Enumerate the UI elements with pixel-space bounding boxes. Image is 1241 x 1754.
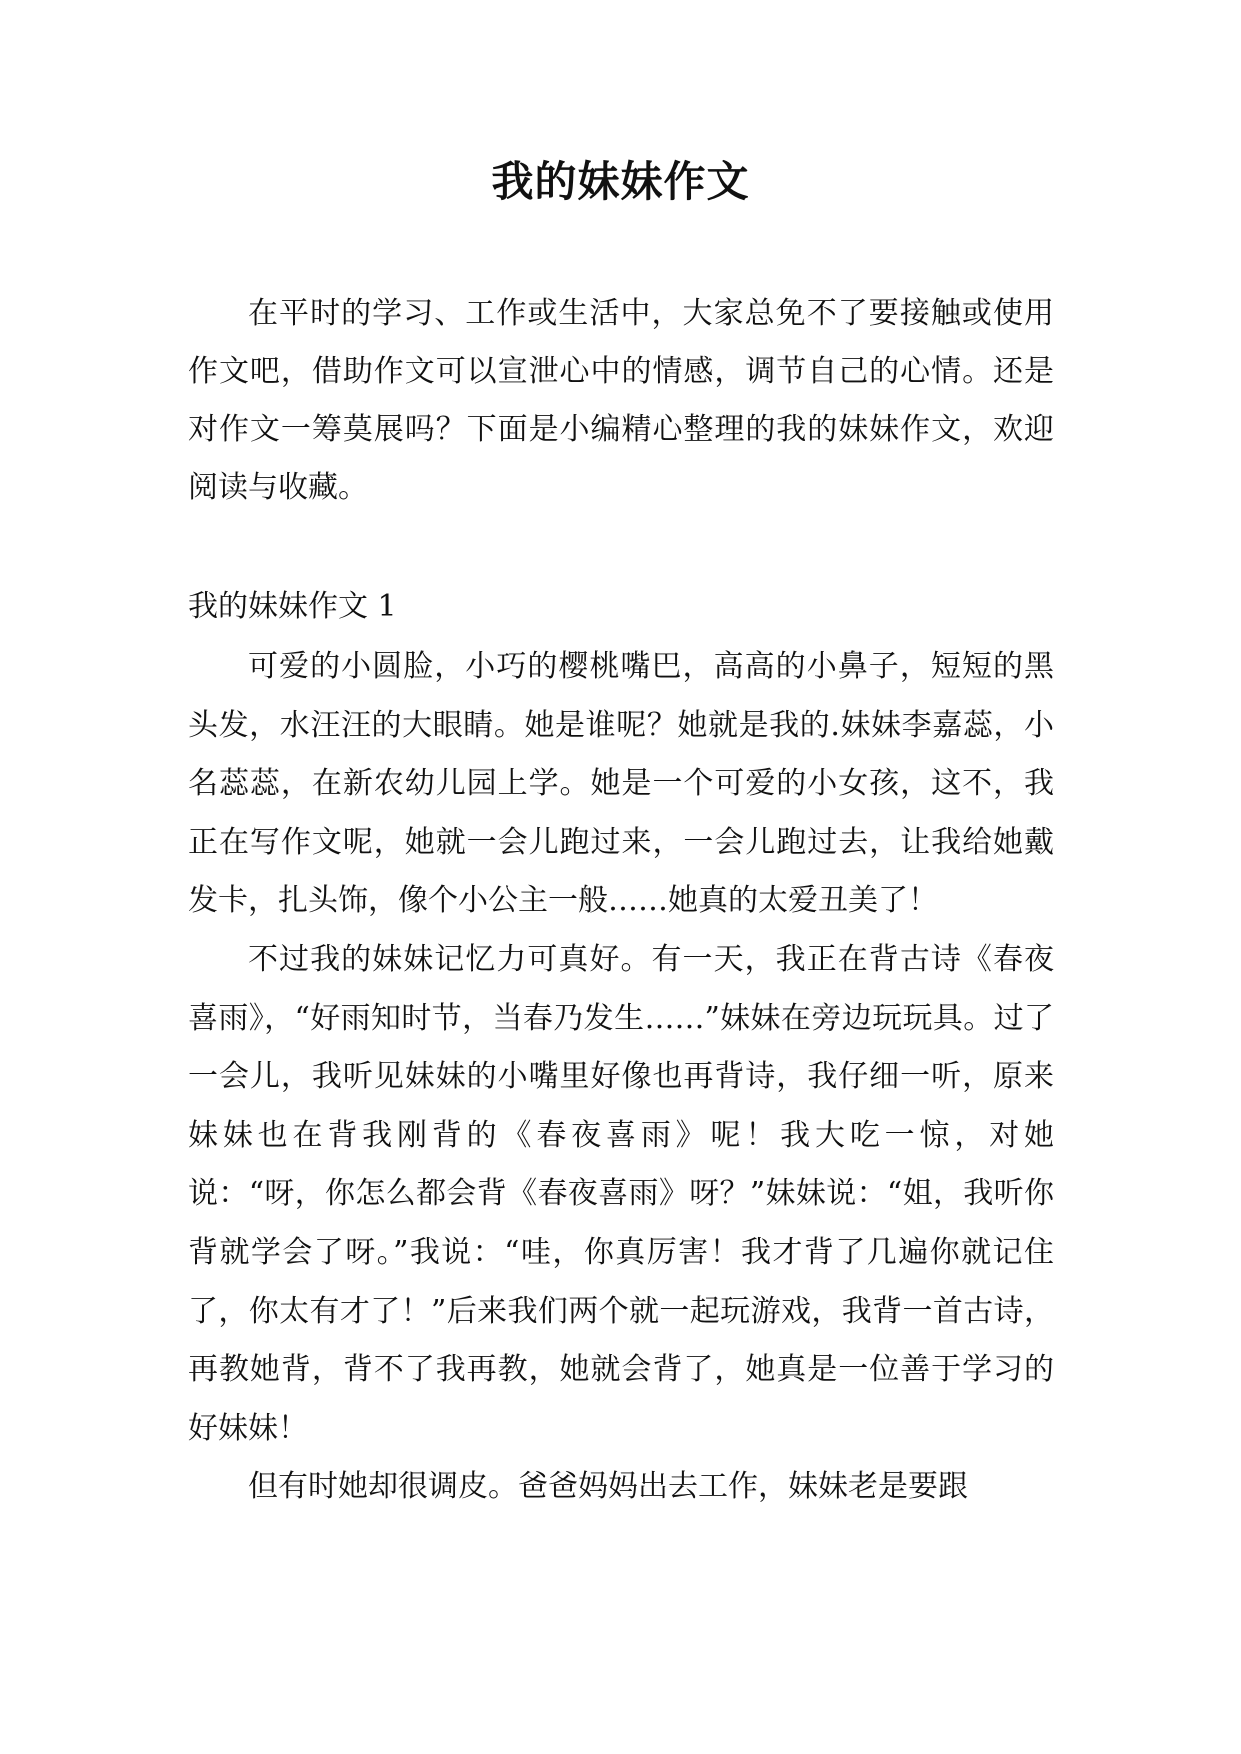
intro-paragraph: 在平时的学习、工作或生活中，大家总免不了要接触或使用作文吧，借助作文可以宣泄心中的情感，调节自己的心情。还是对作文一筹莫展吗？下面是小编精心整理的我的妹妹作文，欢迎阅读与收藏。: [188, 296, 1054, 505]
essay-body: [188, 638, 1054, 1517]
section-heading: 我的妹妹作文 1: [188, 589, 397, 624]
essay-paragraph: 可爱的小圆脸，小巧的樱桃嘴巴，高高的小鼻子，短短的黑头发，水汪汪的大眼睛。她是谁呢？她就是我的.妹妹李嘉蕊，小名蕊蕊，在新农幼儿园上学。她是一个可爱的小女孩，这不，我正在写作文呢，她就一会儿跑过来，一会儿跑过去，让我给她戴发卡，扎头饰，像个小公主一般……她真的太爱丑美了！: [188, 649, 1054, 919]
document-title: 我的妹妹作文: [491, 157, 750, 206]
essay-paragraph: 但有时她却很调皮。爸爸妈妈出去工作，妹妹老是要跟: [248, 1469, 968, 1505]
essay-paragraph: 不过我的妹妹记忆力可真好。有一天，我正在背古诗《春夜喜雨》，“好雨知时节，当春乃发生……”妹妹在旁边玩玩具。过了一会儿，我听见妹妹的小嘴里好像也再背诗，我仔细一听，原来妹妹也在背我刚背的《春夜喜雨》呢！我大吃一惊，对她说：“呀，你怎么都会背《春夜喜雨》呀？”妹妹说：“姐，我听你背就学会了呀。”我说：“哇，你真厉害！我才背了几遍你就记住了，你太有才了！”后来我们两个就一起玩游戏，我背一首古诗，再教她背，背不了我再教，她就会背了，她真是一位善于学习的好妹妹！: [188, 941, 1054, 1446]
